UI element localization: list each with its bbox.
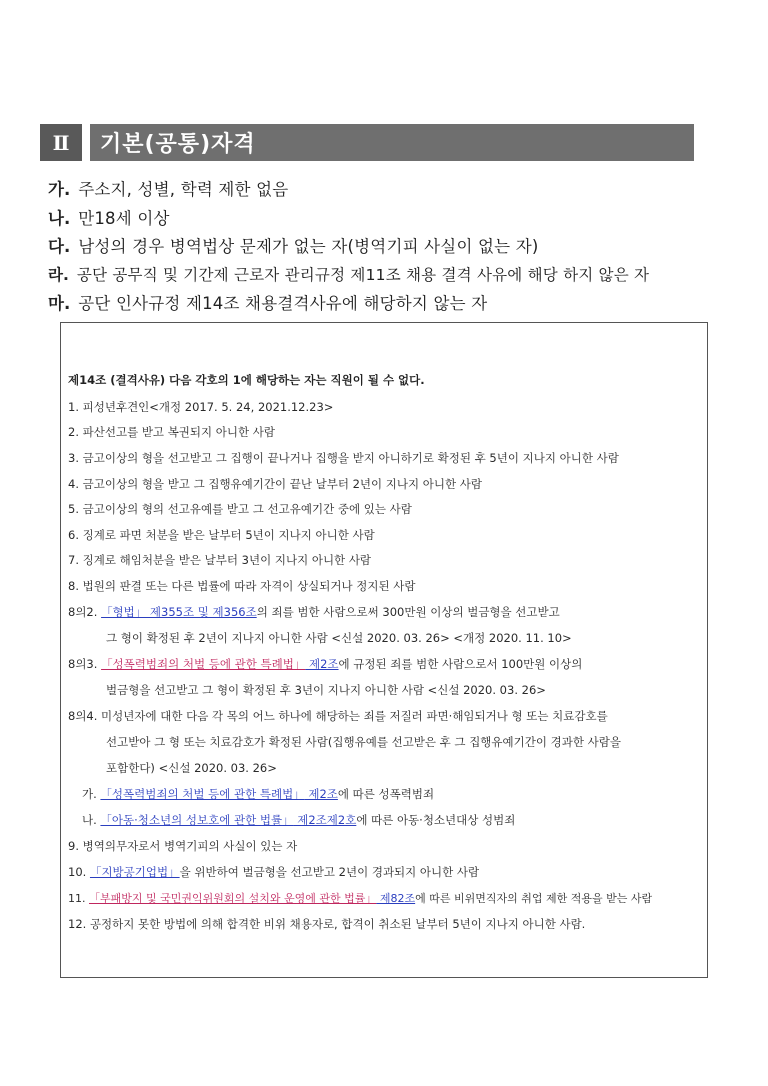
article-subitem-na: [82, 812, 515, 828]
law-link-local-enterprise-act[interactable]: 「지방공기업법」: [89, 865, 180, 879]
criterion-marker: 다.: [48, 237, 71, 257]
criterion-marker: 나.: [48, 208, 71, 228]
article-item-8-4: 8의4. 미성년자에 대한 다음 각 목의 어느 하나에 해당하는 죄를 저질러 파면·해임되거나 형 또는 치료감호를: [68, 709, 608, 723]
article-item-9: 9. 병역의무자로서 병역기피의 사실이 있는 자: [68, 839, 298, 853]
item-text: 의 죄를 범한 사람으로써 300만원 이상의 벌금형을 선고받고: [256, 605, 560, 619]
article-item-8-3-cont: 벌금형을 선고받고 그 형이 확정된 후 3년이 지나지 아니한 사람 <신설 2020. 03. 26>: [106, 683, 546, 697]
criteria-list: [48, 174, 728, 317]
law-link-article-2[interactable]: 제2조: [305, 657, 339, 671]
item-prefix: 나.: [82, 813, 101, 827]
section-title: 기본(공통)자격: [90, 124, 694, 161]
item-text: 에 규정된 죄를 범한 사람으로서 100만원 이상의: [338, 657, 583, 671]
criterion-da: [48, 231, 728, 260]
article-subitem-ga: [82, 786, 434, 802]
article-title: 제14조 (결격사유) 다음 각호의 1에 해당하는 자는 직원이 될 수 없다.: [68, 373, 425, 387]
law-link-criminal-act[interactable]: 「형법」 제355조 및 제356조: [101, 605, 257, 619]
article-item-2: 2. 파산선고를 받고 복권되지 아니한 사람: [68, 425, 275, 439]
item-text: 을 위반하여 벌금형을 선고받고 2년이 경과되지 아니한 사람: [179, 865, 480, 879]
item-prefix: 10.: [68, 865, 90, 879]
article-item-7: 7. 징계로 해임처분을 받은 날부터 3년이 지나지 아니한 사람: [68, 553, 372, 567]
article-item-1: 1. 피성년후견인<개정 2017. 5. 24, 2021.12.23>: [68, 400, 334, 414]
article-item-8: 8. 법원의 판결 또는 다른 법률에 따라 자격이 상실되거나 정지된 사람: [68, 579, 416, 593]
criterion-text: 남성의 경우 병역법상 문제가 없는 자(병역기피 사실이 없는 자): [78, 237, 539, 257]
law-link-article-2-2[interactable]: 제2조제2호: [293, 813, 357, 827]
item-text: 에 따른 아동·청소년대상 성범죄: [356, 813, 516, 827]
item-prefix: 8의2.: [68, 605, 102, 619]
item-text: 에 따른 성폭력범죄: [337, 787, 435, 801]
article-item-3: 3. 금고이상의 형을 선고받고 그 집행이 끝나거나 집행을 받지 아니하기로 확정된 후 5년이 지나지 아니한 사람: [68, 451, 619, 465]
criterion-ma: [48, 288, 728, 317]
article-item-8-4-cont2: 포함한다) <신설 2020. 03. 26>: [106, 761, 277, 775]
section-number: Ⅱ: [40, 124, 82, 161]
item-prefix: 가.: [82, 787, 101, 801]
article-item-12: 12. 공정하지 못한 방법에 의해 합격한 비위 채용자로, 합격이 취소된 날부터 5년이 지나지 아니한 사람.: [68, 917, 586, 931]
law-link-article-2[interactable]: 제2조: [304, 787, 338, 801]
article-item-4: 4. 금고이상의 형을 받고 그 집행유예기간이 끝난 날부터 2년이 지나지 아니한 사람: [68, 477, 482, 491]
article-item-5: 5. 금고이상의 형의 선고유예를 받고 그 선고유예기간 중에 있는 사람: [68, 502, 412, 516]
criterion-marker: 마.: [48, 294, 71, 314]
article-item-11: [68, 890, 652, 906]
item-prefix: 8의3.: [68, 657, 102, 671]
criterion-ra: [48, 260, 728, 289]
criterion-text: 주소지, 성별, 학력 제한 없음: [78, 180, 289, 200]
law-link-sexual-violence-act[interactable]: 「성폭력범죄의 처벌 등에 관한 특례법」: [101, 657, 306, 671]
item-text: 에 따른 비위면직자의 취업 제한 적용을 받는 사람: [415, 892, 653, 905]
criterion-text: 공단 인사규정 제14조 채용결격사유에 해당하지 않는 자: [78, 294, 488, 314]
criterion-ga: [48, 174, 728, 203]
law-link-article-82[interactable]: 제82조: [376, 892, 416, 905]
article-item-8-3: [68, 656, 582, 672]
criterion-marker: 라.: [48, 265, 69, 284]
law-link-anti-corruption-act[interactable]: 「부패방지 및 국민권익위원회의 설치와 운영에 관한 법률」: [89, 892, 377, 905]
section-header: [40, 124, 694, 161]
article-item-8-2-cont: 그 형이 확정된 후 2년이 지나지 아니한 사람 <신설 2020. 03. 26> <개정 2020. 11. 10>: [106, 631, 572, 645]
criterion-marker: 가.: [48, 180, 71, 200]
criterion-text: 만18세 이상: [78, 208, 170, 228]
article-item-8-2: [68, 604, 560, 620]
law-link-sexual-violence-act[interactable]: 「성폭력범죄의 처벌 등에 관한 특례법」: [100, 787, 305, 801]
criterion-na: [48, 203, 728, 232]
item-prefix: 11.: [68, 892, 89, 905]
criterion-text: 공단 공무직 및 기간제 근로자 관리규정 제11조 채용 결격 사유에 해당 하지 않은 자: [76, 265, 650, 284]
article-item-10: [68, 864, 479, 880]
law-link-youth-protection-act[interactable]: 「아동·청소년의 성보호에 관한 법률」: [100, 813, 294, 827]
article-item-6: 6. 징계로 파면 처분을 받은 날부터 5년이 지나지 아니한 사람: [68, 528, 375, 542]
article-item-8-4-cont: 선고받아 그 형 또는 치료감호가 확정된 사람(집행유예를 선고받은 후 그 집행유예기간이 경과한 사람을: [106, 735, 621, 749]
